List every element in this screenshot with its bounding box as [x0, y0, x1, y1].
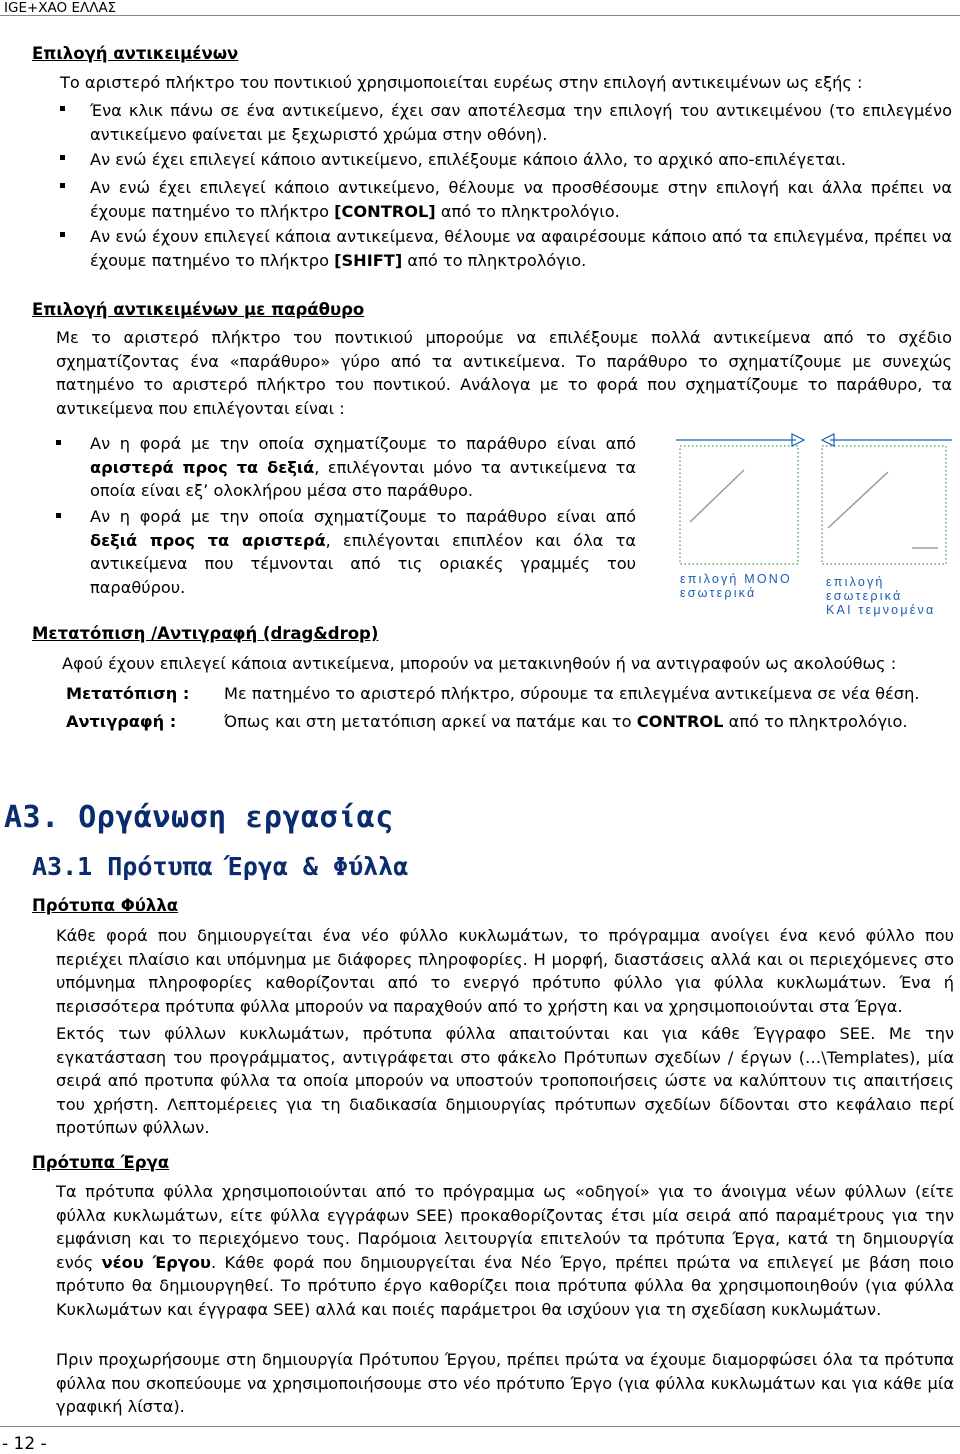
- heading-window-selection: Επιλογή αντικειμένων με παράθυρο: [32, 300, 365, 319]
- selected-line-left: [690, 470, 744, 522]
- window-selection-figure: [676, 432, 956, 572]
- bullet-marker: [60, 232, 65, 237]
- bullet-marker: [56, 513, 61, 518]
- chapter-subtitle: A3.1 Πρότυπα Έργα & Φύλλα: [32, 852, 409, 881]
- heading-move-copy: Μετατόπιση /Αντιγραφή (drag&drop): [32, 624, 379, 643]
- selection-window-right: [822, 446, 946, 564]
- label-copy: Αντιγραφή :: [66, 712, 177, 731]
- paragraph-template-projects-1: Τα πρότυπα φύλλα χρησιμοποιούνται από το πρόγραμμα ως «οδηγοί» για το άνοιγμα νέων φύλλων (είτε φύλλα κυκλωμάτων, είτε φύλλα εγγράφων SEE) προκαθορίζοντας έτσι μία σειρά από παραμέτρους για την εμφάνιση και το περιεχόμενο τους. Παρόμοια λειτουργία επιτελούν τα πρότυπα Έργα, κατά τη δημιουργία ενός νέου Έργου. Κάθε φορά που δημιουργείται ένα Νέο Έργο, πρέπει πρώτα να επιλεγεί με βάση ποιο πρότυπο θα δημιουργηθεί. Το πρότυπο έργο καθορίζει ποια πρότυπα φύλλα θα χρησιμοποιηθούν (για φύλλα Κυκλωμάτων και έγγραφα SEE) αλλά και ποιές παράμετροι θα ισχύουν για τη σχεδίαση κυκλωμάτων.: [56, 1182, 955, 1319]
- paragraph-template-sheets-1: Κάθε φορά που δημιουργείται ένα νέο φύλλο κυκλωμάτων, το πρόγραμμα ανοίγει ένα κενό φύλλο που περιέχει πλαίσιο και υπόμνημα με διάφορες πληροφορίες. Η μορφή, διαστάσεις αλλά και οι περιεχόμενες στο υπόμνημα πληροφορίες καθορίζονται από το ενεργό πρότυπο φύλλο για φύλλα κυκλωμάτων. Ένα ή περισσότερα πρότυπα φύλλα μπορούν να παραχθούν από το χρήστη και να χρησιμοποιούνται στα Έργα.: [56, 926, 954, 1016]
- chapter-title: A3. Οργάνωση εργασίας: [4, 800, 394, 835]
- text-copy: Όπως και στη μετατόπιση αρκεί να πατάμε και το CONTROL από το πληκτρολόγιο.: [224, 712, 908, 731]
- bullet-marker: [56, 440, 61, 445]
- selection-window-left: [680, 446, 798, 564]
- paragraph-selection-intro: Το αριστερό πλήκτρο του ποντικιού χρησιμοποιείται ευρέως στην επιλογή αντικειμένων ως εξής :: [60, 73, 863, 92]
- caption-inside-and-crossing: επιλογή εσωτερικά ΚΑΙ τεμνομένα: [826, 575, 936, 617]
- paragraph-template-sheets-2: Εκτός των φύλλων κυκλωμάτων, πρότυπα φύλλα απαιτούνται και για κάθε Έγγραφο SEE. Με την εγκατάσταση του προγράμματος, αντιγράφεται στο φάκελο Πρότυπων σχεδίων / έργων (…\Templates), μία σειρά από προτυπα φύλλα τα οποία μπορούν να υποστούν τροποποιήσεις ώστε να καλύπτουν τις απαιτήσεις του χρήστη. Λεπτομέρειες για τη διαδικασία δημιουργίας πρότυπων σχεδίων δίδονται στο κεφάλαιο περί προτύπων φύλλων.: [56, 1024, 954, 1137]
- text-move: Με πατημένο το αριστερό πλήκτρο, σύρουμε τα επιλεγμένα αντικείμενα σε νέα θέση.: [224, 684, 920, 703]
- bullet-marker: [60, 155, 65, 160]
- heading-template-sheets: Πρότυπα Φύλλα: [32, 896, 179, 915]
- paragraph-move-copy-intro: Αφού έχουν επιλεγεί κάποια αντικείμενα, μπορούν να μετακινηθούν ή να αντιγραφούν ως ακολούθως :: [62, 654, 897, 673]
- paragraph-template-projects-2: Πριν προχωρήσουμε στη δημιουργία Πρότυπου Έργου, πρέπει πρώτα να έχουμε διαμορφώσει όλα τα πρότυπα φύλλα που σκοπεύουμε να χρησιμοποιήσουμε στο νέο πρότυπο Έργο (για φύλλα κυκλωμάτων και για κάθε μία γραφική λίστα).: [56, 1350, 954, 1416]
- bullet-shift-remove: Αν ενώ έχουν επιλεγεί κάποια αντικείμενα, θέλουμε να αφαιρέσουμε κάποιο από τα επιλεγμένα, πρέπει να έχουμε πατημένο το πλήκτρο [SHIFT] από το πληκτρολόγιο.: [90, 227, 952, 270]
- running-header: [0, 0, 960, 16]
- bullet-single-click: Ένα κλικ πάνω σε ένα αντικείμενο, έχει σαν αποτέλεσμα την επιλογή του αντικειμένου (το επιλεγμένο αντικείμενο φαίνεται με ξεχωριστό χρώμα στην οθόνη).: [90, 101, 952, 144]
- bullet-right-to-left: Αν η φορά με την οποία σχηματίζουμε το παράθυρο είναι από δεξιά προς τα αριστερά, επιλέγονται επιπλέον και όλα τα αντικείμενα που τέμνονται από τις οριακές γραμμές του παραθύρου.: [90, 507, 636, 597]
- paragraph-window-selection: Με το αριστερό πλήκτρο του ποντικιού μπορούμε να επιλέξουμε πολλά αντικείμενα από το σχέδιο σχηματίζοντας ένα «παράθυρο» γύρο από τα αντικείμενα. Το παράθυρο το σχηματίζουμε με συνεχώς πατημένο το αριστερό πλήκτρο του ποντικού. Ανάλογα με το φορά που σχηματίζουμε το παράθυρο, τα αντικείμενα που επιλέγονται είναι :: [56, 328, 952, 418]
- footer-rule: [0, 1426, 960, 1427]
- caption-inside-only: επιλογή ΜΟΝΟ εσωτερικά: [680, 572, 792, 600]
- bullet-left-to-right: Αν η φορά με την οποία σχηματίζουμε το παράθυρο είναι από αριστερά προς τα δεξιά, επιλέγονται μόνο τα αντικείμενα τα οποία είναι εξ’ ολοκλήρου μέσα στο παράθυρο.: [90, 434, 637, 500]
- bullet-marker: [60, 106, 65, 111]
- bullet-marker: [60, 183, 65, 188]
- page-number: - 12 -: [2, 1434, 47, 1454]
- heading-object-selection: Επιλογή αντικειμένων: [32, 44, 239, 63]
- selected-line-right: [828, 472, 888, 528]
- company-name: IGE+XAO ΕΛΛΑΣ: [4, 0, 117, 16]
- bullet-control-add: Αν ενώ έχει επιλεγεί κάποιο αντικείμενο, θέλουμε να προσθέσουμε στην επιλογή και άλλα πρέπει να έχουμε πατημένο το πλήκτρο [CONTROL] από το πληκτρολόγιο.: [90, 178, 952, 221]
- bullet-deselect: Αν ενώ έχει επιλεγεί κάποιο αντικείμενο, επιλέξουμε κάποιο άλλο, το αρχικό απο-επιλέγεται.: [90, 150, 847, 169]
- heading-template-projects: Πρότυπα Έργα: [32, 1153, 170, 1172]
- label-move: Μετατόπιση :: [66, 684, 190, 703]
